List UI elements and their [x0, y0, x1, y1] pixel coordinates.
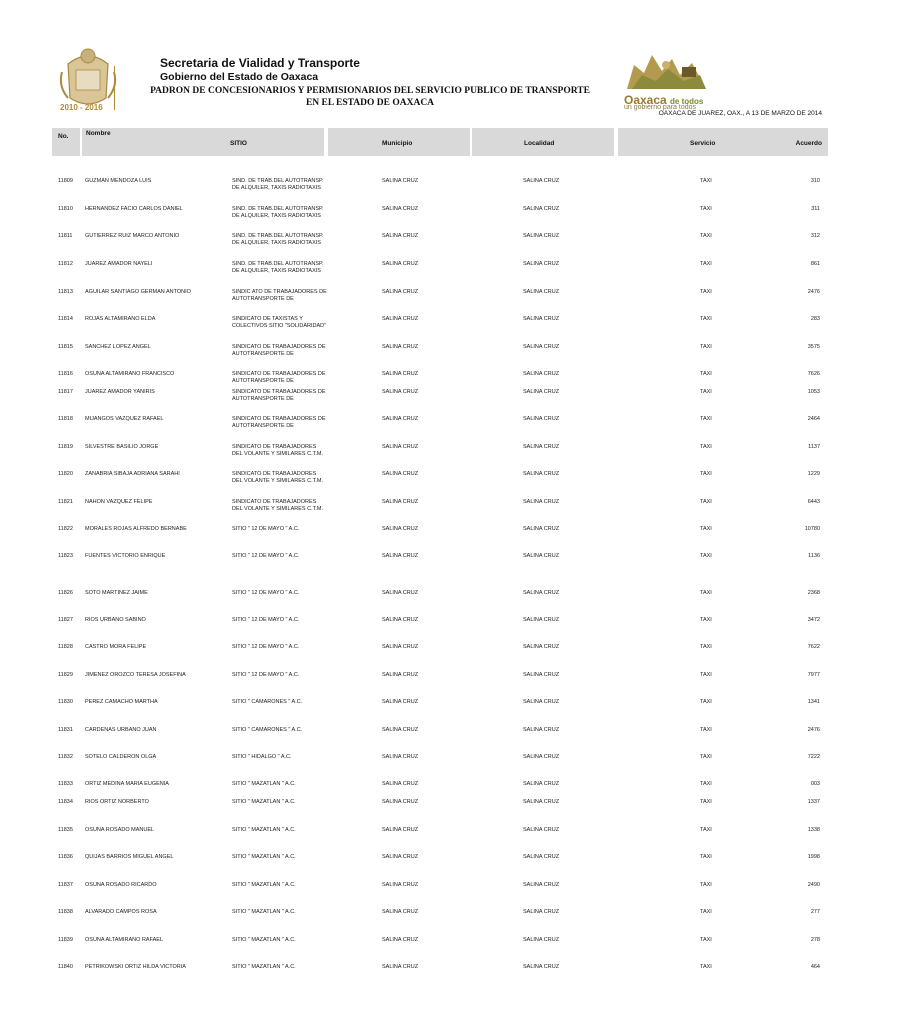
cell-acuerdo: 2476: [807, 289, 820, 295]
cell-acuerdo: 1136: [808, 553, 820, 559]
cell-municipio: SALINA CRUZ: [382, 526, 419, 532]
cell-servicio: TAXI: [700, 964, 712, 970]
cell-municipio: SALINA CRUZ: [382, 206, 419, 212]
cell-municipio: SALINA CRUZ: [382, 672, 419, 678]
cell-no: 11811: [58, 233, 73, 239]
cell-localidad: SALINA CRUZ: [523, 444, 560, 450]
cell-no: 11813: [58, 289, 73, 295]
column-header-no-cell: [52, 128, 80, 156]
cell-acuerdo: 2464: [807, 416, 820, 422]
cell-servicio: TAXI: [700, 553, 712, 559]
cell-servicio: TAXI: [700, 699, 712, 705]
logo-brand-name: Oaxaca: [624, 93, 667, 107]
cell-nombre: FUENTES VICTORIO ENRIQUE: [85, 553, 166, 559]
column-header-sitio: SITIO: [230, 140, 247, 147]
column-header-nombre: Nombre: [86, 130, 111, 137]
cell-municipio: SALINA CRUZ: [382, 909, 419, 915]
cell-municipio: SALINA CRUZ: [382, 590, 419, 596]
cell-servicio: TAXI: [700, 882, 712, 888]
cell-sitio: SIND. DE TRAB.DEL AUTOTRANSP. DE ALQUILER, TAXIS RADIOTAXIS: [232, 233, 324, 246]
cell-localidad: SALINA CRUZ: [523, 937, 560, 943]
cell-servicio: TAXI: [700, 590, 712, 596]
column-header-municipio: Municipio: [382, 140, 413, 147]
cell-acuerdo: 1137: [808, 444, 820, 450]
table-row: [0, 553, 897, 579]
cell-nombre: AGUILAR SANTIAGO GERMAN ANTONIO: [85, 289, 191, 295]
cell-servicio: TAXI: [700, 617, 712, 623]
cell-servicio: TAXI: [700, 344, 712, 350]
table-row: [0, 444, 897, 470]
cell-municipio: SALINA CRUZ: [382, 471, 419, 477]
cell-municipio: SALINA CRUZ: [382, 882, 419, 888]
cell-no: 11812: [58, 261, 73, 267]
cell-servicio: TAXI: [700, 754, 712, 760]
cell-servicio: TAXI: [700, 727, 712, 733]
table-row: [0, 644, 897, 670]
table-row: [0, 672, 897, 698]
cell-no: 11810: [58, 206, 73, 212]
cell-servicio: TAXI: [700, 526, 712, 532]
cell-no: 11820: [58, 471, 73, 477]
cell-sitio: SITIO " 12 DE MAYO " A.C.: [232, 617, 300, 623]
cell-acuerdo: 311: [811, 206, 820, 212]
cell-nombre: OSUNA ROSADO MANUEL: [85, 827, 155, 833]
cell-acuerdo: 283: [810, 316, 820, 322]
table-row: [0, 882, 897, 908]
cell-localidad: SALINA CRUZ: [523, 344, 560, 350]
column-header-servicio: Servicio: [690, 140, 716, 147]
cell-nombre: JUAREZ AMADOR NAYELI: [85, 261, 153, 267]
document-header: [0, 0, 897, 125]
cell-servicio: TAXI: [700, 471, 712, 477]
cell-no: 11822: [58, 526, 73, 532]
seal-years: 2010 - 2016: [60, 103, 103, 112]
cell-servicio: TAXI: [700, 781, 712, 787]
cell-municipio: SALINA CRUZ: [382, 854, 419, 860]
cell-localidad: SALINA CRUZ: [523, 178, 560, 184]
column-header-servicio-acuerdo-cell: [618, 128, 828, 156]
cell-nombre: SOTELO CALDERON OLGA: [85, 754, 157, 760]
cell-no: 11840: [58, 964, 73, 970]
cell-nombre: ZANABRIA SIBAJA ADRIANA SARAHI: [85, 471, 180, 477]
cell-sitio: SINDICATO DE TRABAJADORES DEL VOLANTE Y SIMILARES C.T.M.: [232, 499, 323, 512]
cell-sitio: SINDICATO DE TRABAJADORES DE AUTOTRANSPORTE DE: [232, 416, 326, 429]
table-row: [0, 389, 897, 415]
cell-localidad: SALINA CRUZ: [523, 526, 560, 532]
cell-servicio: TAXI: [700, 289, 712, 295]
cell-nombre: GUTIERREZ RUIZ MARCO ANTONIO: [85, 233, 180, 239]
cell-servicio: TAXI: [700, 827, 712, 833]
cell-localidad: SALINA CRUZ: [523, 964, 560, 970]
cell-no: 11831: [58, 727, 73, 733]
cell-municipio: SALINA CRUZ: [382, 444, 419, 450]
cell-no: 11818: [58, 416, 73, 422]
cell-municipio: SALINA CRUZ: [382, 553, 419, 559]
cell-sitio: SINDICATO DE TRABAJADORES DEL VOLANTE Y SIMILARES C.T.M.: [232, 444, 323, 457]
cell-servicio: TAXI: [700, 499, 712, 505]
table-row: [0, 289, 897, 315]
place-date: OAXACA DE JUAREZ, OAX., A 13 DE MARZO DE 2014: [658, 110, 822, 117]
cell-no: 11834: [58, 799, 73, 805]
cell-municipio: SALINA CRUZ: [382, 799, 419, 805]
cell-no: 11838: [58, 909, 73, 915]
cell-no: 11829: [58, 672, 73, 678]
cell-municipio: SALINA CRUZ: [382, 781, 419, 787]
cell-no: 11809: [58, 178, 73, 184]
cell-municipio: SALINA CRUZ: [382, 499, 419, 505]
cell-localidad: SALINA CRUZ: [523, 389, 560, 395]
cell-no: 11823: [58, 553, 73, 559]
cell-municipio: SALINA CRUZ: [382, 316, 419, 322]
cell-servicio: TAXI: [700, 444, 712, 450]
org-subtitle: Gobierno del Estado de Oaxaca: [160, 71, 319, 83]
cell-servicio: TAXI: [700, 261, 712, 267]
cell-sitio: SITIO " MAZATLAN " A.C.: [232, 799, 296, 805]
cell-acuerdo: 2490: [807, 882, 820, 888]
cell-municipio: SALINA CRUZ: [382, 178, 419, 184]
cell-nombre: PEREZ CAMACHO MARTHA: [85, 699, 158, 705]
column-header-acuerdo: Acuerdo: [795, 140, 822, 147]
cell-no: 11837: [58, 882, 73, 888]
document-title-line-1: PADRON DE CONCESIONARIOS Y PERMISIONARIOS DEL SERVICIO PUBLICO DE TRANSPORTE: [150, 86, 590, 96]
column-header-municipio-cell: [328, 128, 470, 156]
cell-nombre: CARDENAS URBANO JUAN: [85, 727, 157, 733]
cell-no: 11821: [58, 499, 73, 505]
cell-municipio: SALINA CRUZ: [382, 371, 419, 377]
cell-sitio: SITIO " MAZATLAN " A.C.: [232, 937, 296, 943]
cell-servicio: TAXI: [700, 371, 712, 377]
cell-no: 11836: [58, 854, 73, 860]
document-title-line-2: EN EL ESTADO DE OAXACA: [305, 98, 435, 108]
table-row: [0, 344, 897, 370]
cell-sitio: SITIO " 12 DE MAYO " A.C.: [232, 526, 300, 532]
cell-acuerdo: 278: [810, 937, 820, 943]
cell-no: 11839: [58, 937, 73, 943]
logo-tagline: un gobierno para todos: [624, 104, 696, 111]
cell-municipio: SALINA CRUZ: [382, 233, 419, 239]
cell-localidad: SALINA CRUZ: [523, 672, 560, 678]
cell-servicio: TAXI: [700, 937, 712, 943]
cell-acuerdo: 1998: [807, 854, 820, 860]
cell-sitio: SITIO " CAMARONES " A.C.: [232, 727, 303, 733]
cell-localidad: SALINA CRUZ: [523, 316, 560, 322]
cell-acuerdo: 10780: [804, 526, 820, 532]
cell-sitio: SITIO " HIDALGO " A.C.: [232, 754, 292, 760]
table-row: [0, 617, 897, 643]
cell-no: 11815: [58, 344, 73, 350]
table-row: [0, 909, 897, 935]
cell-nombre: PETRIKOWSKI ORTIZ HILDA VICTORIA: [85, 964, 186, 970]
table-row: [0, 416, 897, 442]
cell-municipio: SALINA CRUZ: [382, 937, 419, 943]
table-row: [0, 526, 897, 552]
oaxaca-logo-icon: [622, 45, 712, 95]
cell-sitio: SITIO " 12 DE MAYO " A.C.: [232, 590, 300, 596]
cell-sitio: SINDICATO DE TRABAJADORES DE AUTOTRANSPORTE DE: [232, 389, 326, 402]
cell-acuerdo: 7222: [807, 754, 820, 760]
cell-localidad: SALINA CRUZ: [523, 727, 560, 733]
cell-nombre: HERNANDEZ FACIO CARLOS DANIEL: [85, 206, 183, 212]
cell-localidad: SALINA CRUZ: [523, 289, 560, 295]
cell-nombre: OSUNA ROSADO RICARDO: [85, 882, 157, 888]
table-row: [0, 206, 897, 232]
cell-acuerdo: 1229: [807, 471, 820, 477]
cell-no: 11817: [58, 389, 73, 395]
cell-nombre: SILVESTRE BASILIO JORGE: [85, 444, 159, 450]
cell-sitio: SINDICATO DE TRABAJADORES DE AUTOTRANSPORTE DE: [232, 344, 326, 357]
cell-nombre: OSUNA ALTAMIRANO RAFAEL: [85, 937, 164, 943]
cell-acuerdo: 1337: [807, 799, 820, 805]
cell-nombre: SANCHEZ LOPEZ ANGEL: [85, 344, 151, 350]
cell-no: 11819: [58, 444, 73, 450]
cell-municipio: SALINA CRUZ: [382, 964, 419, 970]
cell-municipio: SALINA CRUZ: [382, 344, 419, 350]
table-row: [0, 799, 897, 825]
table-row: [0, 699, 897, 725]
cell-servicio: TAXI: [700, 389, 712, 395]
seal-divider: [114, 66, 115, 110]
cell-servicio: TAXI: [700, 854, 712, 860]
cell-nombre: OSUNA ALTAMIRANO FRANCISCO: [85, 371, 175, 377]
cell-nombre: JIMENEZ OROZCO TERESA JOSEFINA: [85, 672, 186, 678]
cell-servicio: TAXI: [700, 416, 712, 422]
cell-nombre: NAHON VAZQUEZ FELIPE: [85, 499, 153, 505]
cell-sitio: SITIO " MAZATLAN " A.C.: [232, 854, 296, 860]
cell-servicio: TAXI: [700, 909, 712, 915]
cell-sitio: SINDICATO DE TAXISTAS Y COLECTIVOS SITIO "SOLIDARIDAD": [232, 316, 327, 329]
cell-acuerdo: 3575: [807, 344, 820, 350]
table-row: [0, 233, 897, 259]
cell-nombre: ROJAS ALTAMIRANO ELDA: [85, 316, 156, 322]
column-header-nombre-sitio-cell: [82, 128, 324, 156]
cell-sitio: SITIO " MAZATLAN " A.C.: [232, 964, 296, 970]
cell-no: 11826: [58, 590, 73, 596]
logo-brand-suffix: de todos: [670, 97, 704, 106]
cell-acuerdo: 861: [810, 261, 820, 267]
cell-localidad: SALINA CRUZ: [523, 909, 560, 915]
cell-acuerdo: 7622: [807, 644, 820, 650]
cell-acuerdo: 1341: [807, 699, 820, 705]
cell-acuerdo: 7626: [807, 371, 820, 377]
cell-nombre: MORALES ROJAS ALFREDO BERNABE: [85, 526, 187, 532]
table-row: [0, 964, 897, 990]
table-row: [0, 590, 897, 616]
cell-localidad: SALINA CRUZ: [523, 854, 560, 860]
cell-no: 11816: [58, 371, 73, 377]
cell-sitio: SIND. DE TRAB.DEL AUTOTRANSP. DE ALQUILER, TAXIS RADIOTAXIS: [232, 178, 324, 191]
cell-no: 11828: [58, 644, 73, 650]
cell-localidad: SALINA CRUZ: [523, 471, 560, 477]
cell-municipio: SALINA CRUZ: [382, 754, 419, 760]
cell-no: 11832: [58, 754, 73, 760]
cell-localidad: SALINA CRUZ: [523, 499, 560, 505]
cell-nombre: RIOS ORTIZ NORBERTO: [85, 799, 149, 805]
table-row: [0, 937, 897, 963]
cell-municipio: SALINA CRUZ: [382, 617, 419, 623]
cell-localidad: SALINA CRUZ: [523, 371, 560, 377]
cell-servicio: TAXI: [700, 206, 712, 212]
cell-sitio: SITIO " MAZATLAN " A.C.: [232, 909, 296, 915]
cell-municipio: SALINA CRUZ: [382, 389, 419, 395]
cell-acuerdo: 6443: [807, 499, 820, 505]
table-row: [0, 727, 897, 753]
table-row: [0, 471, 897, 497]
cell-nombre: GUZMAN MENDOZA LUIS: [85, 178, 152, 184]
cell-acuerdo: 312: [810, 233, 820, 239]
cell-municipio: SALINA CRUZ: [382, 416, 419, 422]
cell-sitio: SINDICATO DE TRABAJADORES DE AUTOTRANSPORTE DE: [232, 371, 326, 384]
cell-nombre: SOTO MARTINEZ JAIME: [85, 590, 148, 596]
cell-nombre: JUAREZ AMADOR YANIRIS: [85, 389, 155, 395]
cell-acuerdo: 2368: [807, 590, 820, 596]
cell-localidad: SALINA CRUZ: [523, 233, 560, 239]
cell-nombre: ORTIZ MEDINA MARIA EUGENIA: [85, 781, 169, 787]
cell-no: 11835: [58, 827, 73, 833]
cell-acuerdo: 003: [810, 781, 820, 787]
cell-localidad: SALINA CRUZ: [523, 590, 560, 596]
document-title: [140, 85, 600, 109]
cell-sitio: SIND. DE TRAB.DEL AUTOTRANSP. DE ALQUILER, TAXIS RADIOTAXIS: [232, 261, 324, 274]
cell-nombre: QUIJAS BARRIOS MIGUEL ANGEL: [85, 854, 174, 860]
org-title: Secretaria de Vialidad y Transporte: [160, 56, 360, 70]
cell-no: 11830: [58, 699, 73, 705]
column-header-no: No.: [58, 133, 69, 140]
cell-servicio: TAXI: [700, 316, 712, 322]
cell-sitio: SINDICATO DE TRABAJADORES DEL VOLANTE Y SIMILARES C.T.M.: [232, 471, 323, 484]
cell-municipio: SALINA CRUZ: [382, 727, 419, 733]
table-row: [0, 754, 897, 780]
cell-sitio: SINDIC ATO DE TRABAJADORES DE AUTOTRANSPORTE DE: [232, 289, 327, 302]
cell-municipio: SALINA CRUZ: [382, 644, 419, 650]
cell-localidad: SALINA CRUZ: [523, 644, 560, 650]
cell-servicio: TAXI: [700, 644, 712, 650]
cell-no: 11827: [58, 617, 73, 623]
cell-municipio: SALINA CRUZ: [382, 289, 419, 295]
cell-localidad: SALINA CRUZ: [523, 416, 560, 422]
column-header-localidad-cell: [472, 128, 614, 156]
cell-sitio: SITIO " 12 DE MAYO " A.C.: [232, 672, 300, 678]
table-row: [0, 499, 897, 525]
column-header-localidad: Localidad: [524, 140, 555, 147]
cell-localidad: SALINA CRUZ: [523, 617, 560, 623]
cell-nombre: CASTRO MORA FELIPE: [85, 644, 147, 650]
table-row: [0, 316, 897, 342]
cell-nombre: MIJANGOS VAZQUEZ RAFAEL: [85, 416, 164, 422]
cell-no: 11833: [58, 781, 73, 787]
table-row: [0, 261, 897, 287]
table-row: [0, 854, 897, 880]
cell-acuerdo: 1053: [807, 389, 820, 395]
cell-sitio: SITIO " CAMARONES " A.C.: [232, 699, 303, 705]
cell-localidad: SALINA CRUZ: [523, 754, 560, 760]
cell-sitio: SITIO " MAZATLAN " A.C.: [232, 781, 296, 787]
table-row: [0, 178, 897, 204]
cell-localidad: SALINA CRUZ: [523, 781, 560, 787]
cell-localidad: SALINA CRUZ: [523, 699, 560, 705]
cell-localidad: SALINA CRUZ: [523, 827, 560, 833]
cell-localidad: SALINA CRUZ: [523, 206, 560, 212]
cell-acuerdo: 3472: [807, 617, 820, 623]
cell-nombre: ALVARADO CAMPOS ROSA: [85, 909, 157, 915]
cell-localidad: SALINA CRUZ: [523, 882, 560, 888]
cell-municipio: SALINA CRUZ: [382, 827, 419, 833]
cell-acuerdo: 1338: [807, 827, 820, 833]
cell-localidad: SALINA CRUZ: [523, 261, 560, 267]
cell-sitio: SITIO " 12 DE MAYO " A.C.: [232, 553, 300, 559]
cell-localidad: SALINA CRUZ: [523, 799, 560, 805]
cell-nombre: RIOS URBANO SABINO: [85, 617, 146, 623]
cell-acuerdo: 2476: [807, 727, 820, 733]
cell-municipio: SALINA CRUZ: [382, 261, 419, 267]
cell-sitio: SIND. DE TRAB.DEL AUTOTRANSP. DE ALQUILER, TAXIS RADIOTAXIS: [232, 206, 324, 219]
cell-servicio: TAXI: [700, 233, 712, 239]
table-row: [0, 827, 897, 853]
cell-localidad: SALINA CRUZ: [523, 553, 560, 559]
cell-acuerdo: 7977: [807, 672, 820, 678]
cell-sitio: SITIO " MAZATLAN " A.C.: [232, 827, 296, 833]
cell-acuerdo: 464: [810, 964, 820, 970]
cell-servicio: TAXI: [700, 672, 712, 678]
cell-acuerdo: 310: [810, 178, 820, 184]
cell-servicio: TAXI: [700, 178, 712, 184]
cell-sitio: SITIO " MAZATLAN " A.C.: [232, 882, 296, 888]
cell-acuerdo: 277: [810, 909, 820, 915]
cell-municipio: SALINA CRUZ: [382, 699, 419, 705]
cell-sitio: SITIO " 12 DE MAYO " A.C.: [232, 644, 300, 650]
cell-no: 11814: [58, 316, 73, 322]
cell-servicio: TAXI: [700, 799, 712, 805]
